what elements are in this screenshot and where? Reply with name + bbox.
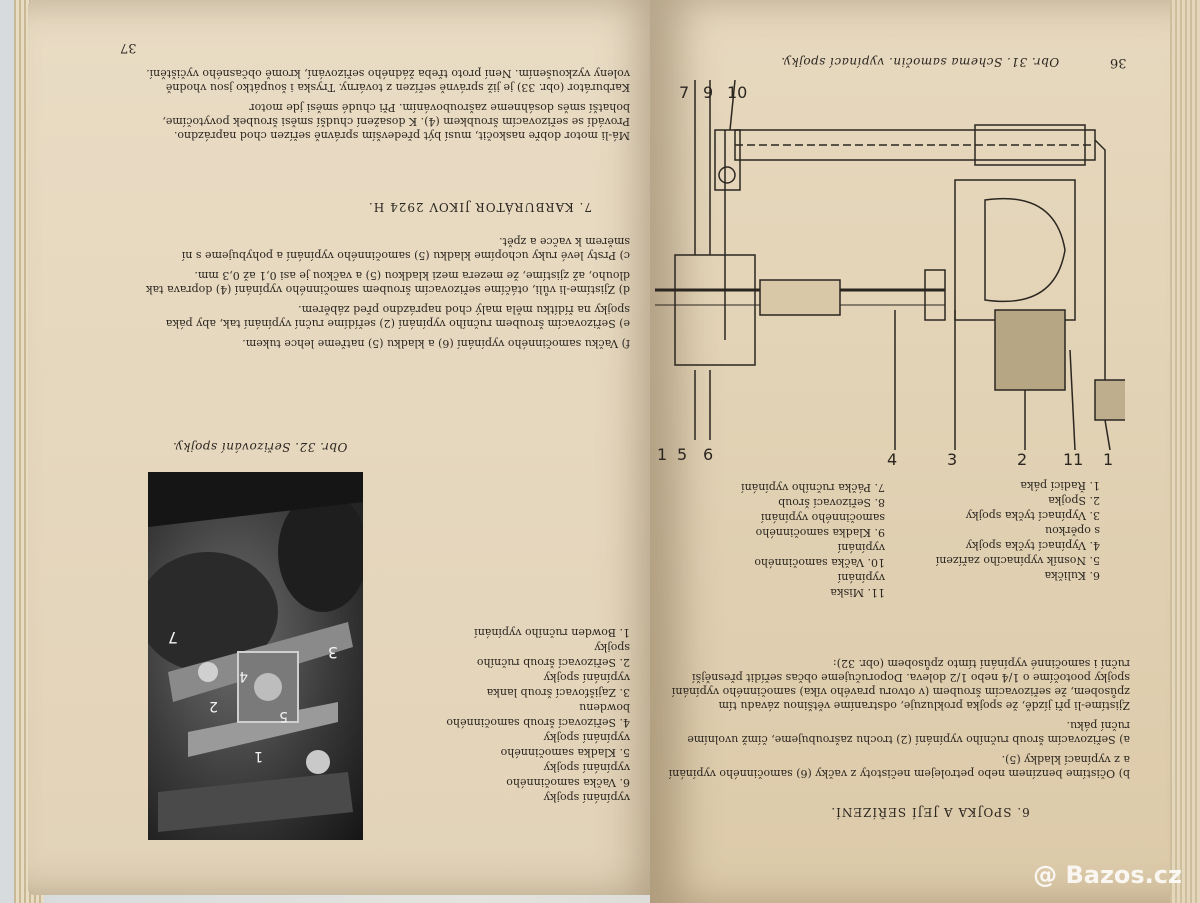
legend-line: 5. Nosník vypínacího zařízení: [935, 554, 1100, 567]
diagram-number: 1: [1103, 450, 1114, 469]
clutch-photo-illustration: [148, 472, 363, 840]
left-page-number: 37: [120, 40, 137, 55]
left-paragraph: Karburátor (obr. 33) je již správně seřízen z továrny. Tryska i šoupátko jsou vhodně voleny vyzkoušením. Není proto třeba žádného seřizování, kromě občasného vyčištění.: [146, 67, 630, 94]
photo-label: 2: [209, 698, 218, 714]
diagram-number: 2: [1017, 450, 1028, 469]
photo-label: 3: [327, 643, 338, 662]
step-item: e) Seřizovacím šroubem ručního vypínání (2) seřídíme ruční vypínání tak, aby páka spojky na řídítku měla malý chod naprázdno před záběrem.: [165, 303, 630, 330]
right-paragraph: b) Očistíme benzínem nebo petrolejem nečistoty z vačky (6) samočinného vypínání a z vypínací kladky (5).: [668, 753, 1130, 780]
diagram-number: 4: [887, 450, 898, 469]
right-page-paragraphs: [665, 650, 1130, 780]
legend-line: 6. Vačka samočinného: [506, 776, 630, 789]
clutch-schema-diagram: [655, 80, 1125, 490]
legend-line: 2. Spojka: [1048, 494, 1100, 507]
legend-line: 6. Kulička: [1044, 569, 1100, 582]
diagram-legend-left: [900, 478, 1100, 583]
legend-line: spojky: [594, 641, 630, 654]
legend-line: vypínání spojky: [543, 761, 630, 774]
clutch-schema-drawing: [655, 80, 1125, 490]
photo-label: 5: [279, 708, 288, 724]
legend-line: vypínání spojky: [543, 791, 630, 804]
clutch-photo: [148, 472, 363, 840]
diagram-number: 10: [727, 83, 748, 102]
legend-line: 8. Seřizovací šroub: [778, 496, 885, 509]
step-item: c) Prsty levé ruky uchopíme kladku (5) samočinného vypínání a pohybujeme s ní směrem k vačce a zpět.: [181, 235, 630, 262]
diagram-number: 3: [947, 450, 958, 469]
legend-line: 10. Vačka samočinného: [754, 556, 885, 569]
photo-caption: Obr. 32. Seřizování spojky.: [172, 440, 348, 454]
legend-line: s opěrkou: [1045, 524, 1100, 537]
legend-line: 4. Seřizovací šroub samočinného: [446, 716, 630, 729]
legend-line: 1. Řadicí páka: [1020, 479, 1100, 492]
left-steps: [140, 228, 630, 350]
diagram-number: 5: [677, 445, 688, 464]
right-page-number: 36: [1110, 55, 1127, 70]
legend-line: 3. Vypínací tyčka spojky: [965, 509, 1100, 522]
legend-line: 5. Kladka samočinného: [500, 746, 630, 759]
diagram-legend-right: [665, 480, 885, 600]
diagram-number: 7: [679, 83, 690, 102]
legend-line: vypínání: [837, 541, 885, 554]
legend-line: 3. Zajišťovací šroub lanka: [486, 686, 630, 699]
diagram-number: 1: [657, 445, 668, 464]
bazos-watermark: @ Bazos.cz: [1033, 861, 1182, 889]
legend-line: 2. Seřizovací šroub ručního: [476, 656, 630, 669]
left-page-paragraphs: [140, 60, 630, 142]
diagram-number: 11: [1063, 450, 1084, 469]
photo-label: 7: [167, 628, 178, 647]
legend-line: vypínání spojky: [543, 671, 630, 684]
photo-label: 1: [254, 748, 263, 764]
page-edges-right: [1170, 0, 1200, 903]
left-paragraph: Má-li motor dobře naskočit, musí být především správně seřízen chod naprázdno. Provádí se seřizovacím šroubkem (4). K dosažení chudší směsi šroubek povytočíme, bohatší směs dosáhneme zašroubováním. Při chudé směsi jde motor: [162, 101, 630, 142]
legend-line: 1. Bowden ručního vypínání: [474, 626, 630, 639]
right-section-title: 6. SPOJKA A JEJÍ SEŘÍZENÍ.: [830, 805, 1030, 819]
legend-line: 4. Vypínací tyčka spojky: [965, 539, 1100, 552]
right-paragraph: Zjistíme-li při jízdě, že spojka prokluzuje, odstraníme většinou závadu tím způsobem, že seřizovacím šroubem (v otvoru pravého víka) samočinného vypínání spojky pootočíme o 1/4 nebo 1/2 doleva. Doporučujeme občas seřídit přesnější ruční i samočinné vypínání tímto způsobem (obr. 32):: [671, 657, 1130, 712]
legend-line: samočinného vypínání: [760, 511, 885, 524]
step-item: f) Vačku samočinného vypínání (6) a kladku (5) natřeme lehce tukem.: [242, 337, 630, 350]
photo-label: 4: [239, 668, 248, 684]
diagram-caption: Obr. 31. Schema samočin. vypínací spojky.: [780, 55, 1060, 69]
legend-line: bowdenu: [579, 701, 630, 714]
diagram-number: 6: [703, 445, 714, 464]
legend-line: vypínání spojky: [543, 731, 630, 744]
right-paragraph: a) Seřizovacím šroub ručního vypínání (2) trochu zašroubujeme, čímž uvolníme ruční páku.: [687, 719, 1130, 746]
legend-line: 11. Miska: [830, 586, 885, 599]
legend-line: 7. Páčka ručního vypínání: [741, 481, 885, 494]
photo-legend: [400, 625, 630, 805]
legend-line: 9. Kladka samočinného: [755, 526, 885, 539]
step-item: d) Zjistíme-li vůli, otáčíme seřizovacím šroubem samočinného vypínání (4) doprava tak dlouho, až zjistíme, že mezera mezi kladkou (5) a vačkou je asi 0,1 až 0,3 mm.: [145, 269, 630, 296]
diagram-number: 9: [703, 83, 714, 102]
legend-line: vypínání: [837, 571, 885, 584]
left-section-title: 7. KARBURÁTOR JIKOV 2924 H.: [367, 200, 593, 214]
